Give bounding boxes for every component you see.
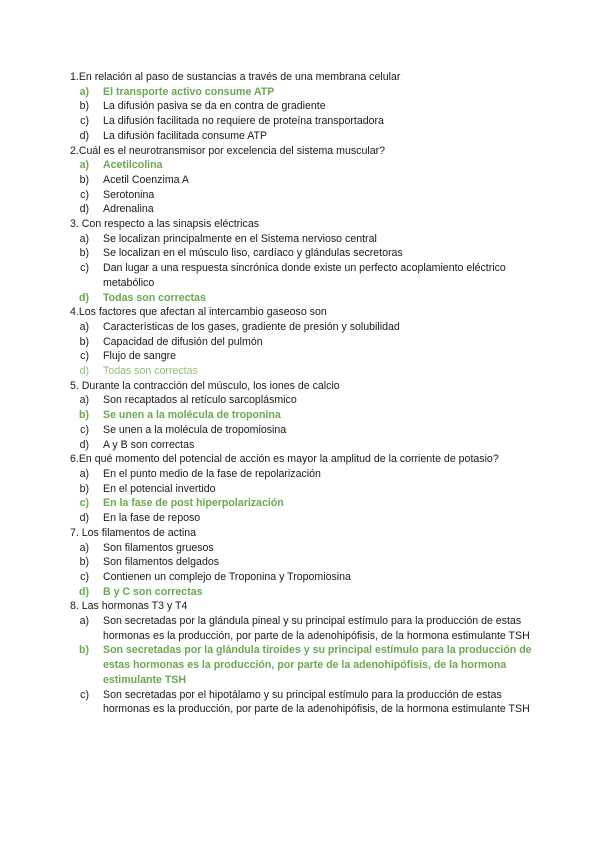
question-3-option-b: [70, 246, 532, 261]
question-5-option-a: [70, 393, 532, 408]
option-letter: a): [79, 615, 89, 628]
option-text: Serotonina: [103, 188, 155, 201]
question-7-option-b: [70, 555, 532, 570]
question-7-option-c: [70, 570, 532, 585]
question-2-option-a: [70, 158, 532, 173]
option-letter: c): [80, 115, 89, 128]
option-letter: c): [80, 350, 89, 363]
option-letter: a): [79, 541, 89, 554]
option-letter: c): [80, 188, 89, 201]
option-letter: c): [80, 570, 89, 583]
question-7-option-a: [70, 541, 532, 556]
question-1-text: 1.En relación al paso de sustancias a través de una membrana celular: [70, 71, 401, 83]
option-text: En la fase de post hiperpolarización: [103, 497, 284, 510]
option-letter: c): [80, 262, 89, 275]
question-8-text: 8. Las hormonas T3 y T4: [70, 600, 188, 613]
option-text: En el punto medio de la fase de repolarización: [103, 467, 321, 480]
option-text: Son secretadas por la glándula tiroides y su principal estímulo para la producción de estas hormonas es la producción, por parte de la adenohipófisis, de la hormona estimulante TSH: [103, 644, 532, 686]
question-8-option-c: [70, 688, 532, 717]
question-6-option-c: [70, 496, 532, 511]
question-6-option-d: [70, 511, 532, 526]
question-5-text: 5. Durante la contracción del músculo, los iones de calcio: [70, 379, 340, 392]
option-text: B y C son correctas: [103, 585, 203, 598]
question-5-option-b: [70, 408, 532, 423]
option-text: Todas son correctas: [103, 291, 206, 304]
question-1-option-b: [70, 99, 532, 114]
option-text: Todas son correctas: [103, 365, 198, 378]
question-3-option-a: [70, 232, 532, 247]
question-5-option-d: [70, 438, 532, 453]
option-text: Capacidad de difusión del pulmón: [103, 335, 263, 348]
question-5-option-c: [70, 423, 532, 438]
question-1-option-a: [70, 85, 532, 100]
question-3-option-c: [70, 261, 532, 290]
option-letter: c): [80, 423, 89, 436]
option-text: Dan lugar a una respuesta sincrónica donde existe un perfecto acoplamiento eléctrico metabólico: [103, 262, 506, 289]
question-4-text: 4.Los factores que afectan al intercambio gaseoso son: [70, 306, 327, 319]
question-3-option-d: [70, 291, 532, 306]
question-3-text: 3. Con respecto a las sinapsis eléctricas: [70, 218, 260, 231]
question-2-option-d: [70, 202, 532, 217]
option-text: Son secretadas por la glándula pineal y su principal estímulo para la producción de estas hormonas es la producción, por parte de la adenohipófisis, de la hormona estimulante TSH: [103, 615, 530, 642]
question-4-option-c: [70, 349, 532, 364]
question-6-option-b: [70, 482, 532, 497]
question-4-option-d: [70, 364, 532, 379]
question-2-option-c: [70, 188, 532, 203]
option-text: En el potencial invertido: [103, 482, 216, 495]
option-text: Acetilcolina: [103, 159, 163, 172]
option-letter: a): [79, 232, 89, 245]
option-letter: a): [79, 159, 89, 172]
option-text: Son filamentos gruesos: [103, 541, 214, 554]
option-letter: c): [79, 497, 89, 510]
question-4-option-b: [70, 335, 532, 350]
option-letter: a): [79, 467, 89, 480]
option-letter: d): [79, 129, 89, 142]
option-text: La difusión facilitada no requiere de proteína transportadora: [103, 115, 384, 128]
question-1-option-d: [70, 129, 532, 144]
option-text: El transporte activo consume ATP: [103, 85, 275, 98]
option-text: La difusión pasiva se da en contra de gradiente: [103, 100, 326, 113]
option-letter: d): [79, 203, 89, 216]
question-2-option-b: [70, 173, 532, 188]
option-text: Flujo de sangre: [103, 350, 177, 363]
option-letter: d): [79, 365, 89, 378]
option-text: La difusión facilitada consume ATP: [103, 129, 268, 142]
option-text: Son recaptados al retículo sarcoplásmico: [103, 394, 297, 407]
option-letter: b): [79, 335, 89, 348]
question-6-option-a: [70, 467, 532, 482]
option-letter: b): [79, 247, 89, 260]
option-text: Acetil Coenzima A: [103, 173, 189, 186]
question-4-option-a: [70, 320, 532, 335]
option-text: A y B son correctas: [103, 438, 195, 451]
question-6-text: 6.En qué momento del potencial de acción es mayor la amplitud de la corriente de potasio?: [70, 453, 499, 466]
option-letter: b): [79, 556, 89, 569]
option-letter: a): [79, 85, 89, 98]
option-text: Adrenalina: [103, 203, 154, 216]
option-text: Características de los gases, gradiente de presión y solubilidad: [103, 320, 400, 333]
option-text: En la fase de reposo: [103, 512, 201, 525]
option-letter: b): [79, 173, 89, 186]
question-7-text: 7. Los filamentos de actina: [70, 526, 197, 539]
option-letter: d): [79, 512, 89, 525]
option-letter: d): [79, 585, 89, 598]
question-2-text: 2.Cuál es el neurotransmisor por excelencia del sistema muscular?: [70, 144, 386, 157]
option-letter: b): [79, 409, 89, 422]
option-text: Se unen a la molécula de troponina: [103, 409, 281, 422]
option-letter: d): [79, 438, 89, 451]
option-letter: a): [79, 394, 89, 407]
option-text: Contienen un complejo de Troponina y Tropomiosina: [103, 570, 351, 583]
question-8-option-b: [70, 643, 532, 687]
option-text: Se unen a la molécula de tropomiosina: [103, 423, 287, 436]
option-letter: b): [79, 482, 89, 495]
question-8-option-a: [70, 614, 532, 643]
option-text: Se localizan en el músculo liso, cardíaco y glándulas secretoras: [103, 247, 403, 260]
question-1-option-c: [70, 114, 532, 129]
option-letter: b): [79, 100, 89, 113]
option-letter: d): [79, 291, 89, 304]
option-letter: b): [79, 644, 89, 657]
option-text: Son filamentos delgados: [103, 556, 220, 569]
option-letter: a): [79, 320, 89, 333]
option-letter: c): [80, 688, 89, 701]
option-text: Se localizan principalmente en el Sistema nervioso central: [103, 232, 377, 245]
option-text: Son secretadas por el hipotálamo y su principal estímulo para la producción de estas hormonas es la producción, por parte de la adenohipófisis, de la hormona estimulante TSH: [103, 688, 530, 716]
exam-document: [70, 70, 532, 717]
question-7-option-d: [70, 585, 532, 600]
